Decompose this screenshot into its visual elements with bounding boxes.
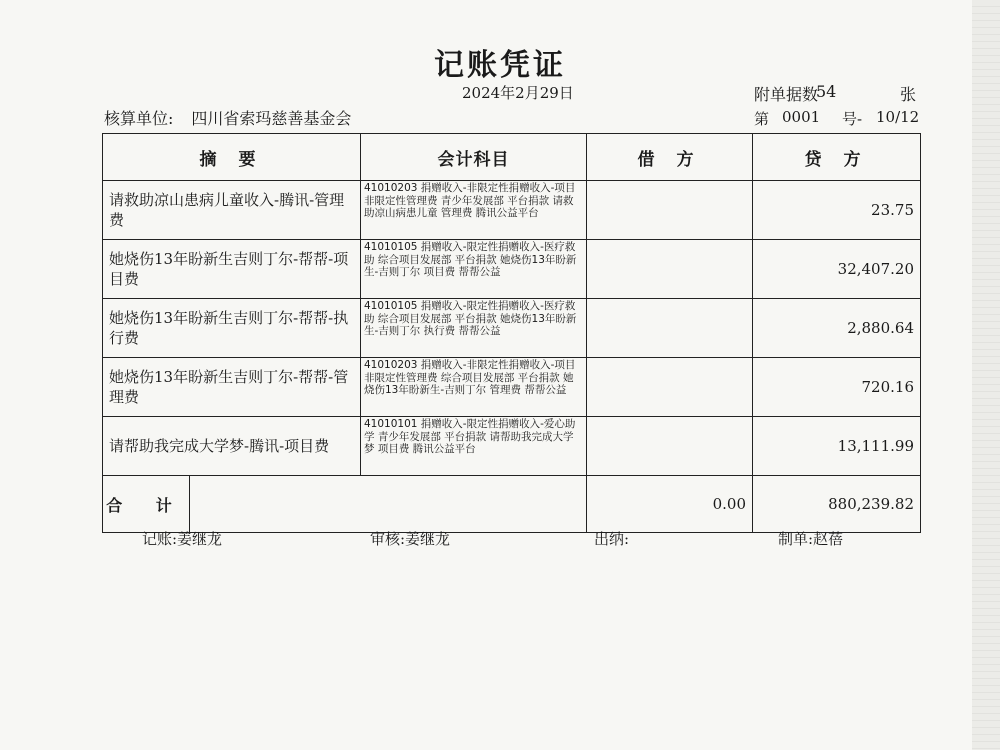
accounting-unit-label: 核算单位: [104, 109, 174, 128]
total-label-cell [103, 476, 587, 533]
column-header-credit: 贷 方 [753, 134, 921, 181]
voucher-page: 10/12 [876, 108, 920, 126]
voucher-number-value: 0001 [782, 108, 821, 126]
table-row [103, 181, 921, 240]
attachments [754, 82, 917, 105]
row-account: 41010101 捐赠收入-限定性捐赠收入-爱心助学 青少年发展部 平台捐款 请帮助我完成大学梦 项目费 腾讯公益平台 [361, 417, 587, 476]
row-credit: 2,880.64 [753, 299, 921, 358]
row-credit: 32,407.20 [753, 240, 921, 299]
voucher-table [102, 133, 921, 533]
column-header-account: 会计科目 [361, 134, 587, 181]
row-debit [587, 358, 753, 417]
row-account: 41010203 捐赠收入-非限定性捐赠收入-项目非限定性管理费 青少年发展部 平台捐款 请救助凉山病患儿童 管理费 腾讯公益平台 [361, 181, 587, 240]
row-summary: 请救助凉山患病儿童收入-腾讯-管理费 [103, 181, 361, 240]
accounting-unit [104, 106, 351, 129]
row-debit [587, 240, 753, 299]
voucher-title: 记账凭证 [434, 48, 566, 83]
row-debit [587, 417, 753, 476]
row-summary: 请帮助我完成大学梦-腾讯-项目费 [103, 417, 361, 476]
row-credit: 23.75 [753, 181, 921, 240]
total-label: 合 计 [103, 476, 190, 532]
printer-feed-strip [972, 0, 1000, 750]
row-credit: 13,111.99 [753, 417, 921, 476]
row-summary: 她烧伤13年盼新生吉则丁尔-帮帮-执行费 [103, 299, 361, 358]
row-account: 41010105 捐赠收入-限定性捐赠收入-医疗救助 综合项目发展部 平台捐款 她烧伤13年盼新生-吉则丁尔 项目费 帮帮公益 [361, 240, 587, 299]
column-header-summary: 摘 要 [103, 134, 361, 181]
voucher-prefix: 第 [754, 110, 770, 128]
attachments-label: 附单据数 [754, 85, 819, 104]
total-credit: 880,239.82 [753, 476, 921, 533]
footer-reviewer: 审核:姜继龙 [370, 530, 451, 548]
table-row [103, 417, 921, 476]
table-row [103, 299, 921, 358]
row-summary: 她烧伤13年盼新生吉则丁尔-帮帮-管理费 [103, 358, 361, 417]
row-account: 41010105 捐赠收入-限定性捐赠收入-医疗救助 综合项目发展部 平台捐款 她烧伤13年盼新生-吉则丁尔 执行费 帮帮公益 [361, 299, 587, 358]
row-debit [587, 299, 753, 358]
footer-cashier: 出纳: [594, 530, 630, 548]
footer-bookkeeper: 记账:姜继龙 [142, 530, 223, 548]
row-credit: 720.16 [753, 358, 921, 417]
row-account: 41010203 捐赠收入-非限定性捐赠收入-项目非限定性管理费 综合项目发展部 平台捐款 她烧伤13年盼新生-吉则丁尔 管理费 帮帮公益 [361, 358, 587, 417]
total-debit: 0.00 [587, 476, 753, 533]
voucher-date: 2024年2月29日 [462, 84, 574, 102]
table-header-row [103, 134, 921, 181]
total-row [103, 476, 921, 533]
footer-preparer: 制单:赵蓓 [778, 530, 844, 548]
accounting-unit-value: 四川省索玛慈善基金会 [191, 109, 352, 128]
attachments-unit: 张 [900, 85, 917, 104]
row-debit [587, 181, 753, 240]
table-row [103, 358, 921, 417]
total-blank [190, 476, 586, 532]
table-row [103, 240, 921, 299]
row-summary: 她烧伤13年盼新生吉则丁尔-帮帮-项目费 [103, 240, 361, 299]
attachments-count: 54 [816, 82, 837, 101]
column-header-debit: 借 方 [587, 134, 753, 181]
voucher-mid: 号- [842, 110, 863, 128]
